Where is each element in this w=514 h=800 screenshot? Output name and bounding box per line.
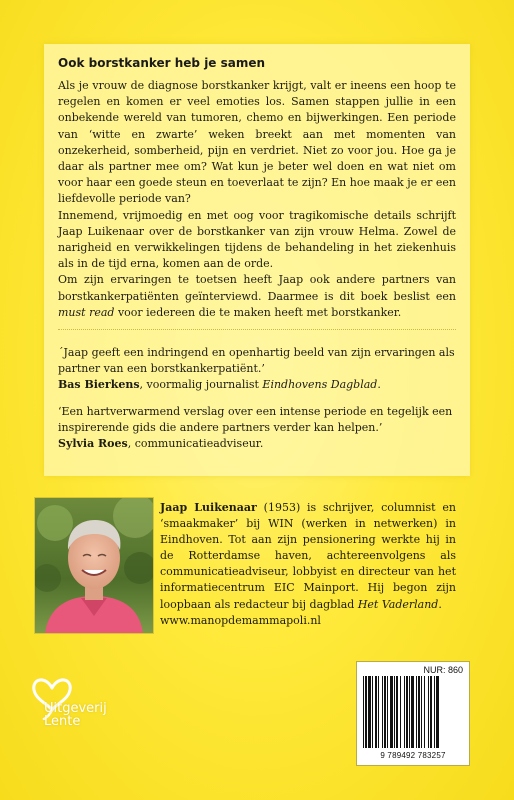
quote-attribution: Sylvia Roes, communicatieadviseur. xyxy=(58,437,264,451)
barcode-bar xyxy=(434,676,435,748)
barcode-bar xyxy=(416,676,417,748)
publisher-name: Uitgeverij Lente xyxy=(44,701,107,729)
barcode-bar xyxy=(428,676,429,748)
bio-author-name: Jaap Luikenaar xyxy=(160,501,257,514)
barcode-bar xyxy=(406,676,408,748)
barcode-bar xyxy=(363,676,364,748)
blurb-paragraph: Innemend, vrijmoedig en met oog voor tragikomische details schrijft Jaap Luikenaar over de borstkanker van zijn vrouw Helma. Zowel de narigheid en verwikkelingen tijdens de behandeling in het ziekenhuis als in de tijd erna, komen aan de orde. xyxy=(58,208,456,271)
barcode-bar xyxy=(396,676,398,748)
barcode-bar xyxy=(372,676,373,748)
barcode-bar xyxy=(375,676,377,748)
review-quote xyxy=(58,404,456,453)
quote-author: Bas Bierkens xyxy=(58,378,140,392)
barcode-bar xyxy=(430,676,432,748)
barcode-bar xyxy=(409,676,410,748)
barcode-bar xyxy=(400,676,401,748)
barcode-bar xyxy=(368,676,371,748)
barcode-bar xyxy=(382,676,383,748)
barcode-bar xyxy=(436,676,439,748)
barcode-bar xyxy=(384,676,386,748)
blurb-text xyxy=(58,78,456,321)
barcode-bar xyxy=(418,676,420,748)
barcode-bar xyxy=(421,676,422,748)
blurb-paragraph: Om zijn ervaringen te toetsen heeft Jaap ook andere partners van borstkankerpatiënten geïnterviewd. Daarmee is dit boek beslist een must read voor iedereen die te maken heeft met borstkanker. xyxy=(58,273,456,319)
quote-author: Sylvia Roes xyxy=(58,437,128,451)
quote-text: ‘Een hartverwarmend verslag over een intense periode en tegelijk een inspirerende gids die andere partners verder kan helpen.’ xyxy=(58,405,453,435)
blurb-paragraph: Als je vrouw de diagnose borstkanker krijgt, valt er ineens een hoop te regelen en komen er veel emoties los. Samen stappen jullie in een onbekende wereld van tumoren, chemo en bijwerkingen. Een periode van ‘witte en zwarte’ weken breekt aan met momenten van onzekerheid, somberheid, pijn en verdriet. Niet zo voor jou. Hoe ga je daar als partner mee om? Wat kun je beter wel doen en wat niet om voor haar een goede steun en toeverlaat te zijn? En hoe maak je er een liefdevolle periode van? xyxy=(58,79,456,206)
website-link[interactable]: www.manopdemammapoli.nl xyxy=(160,613,321,627)
bio-text: Jaap Luikenaar (1953) is schrijver, columnist en ‘smaakmaker’ bij WIN (werken in netwerken) in Eindhoven. Tot aan zijn pensionering werkte hij in de Rotterdamse haven, achtereenvolgens als communicatieadviseur, lobbyist en directeur van het informatiecentrum EIC Mainport. Hij begon zijn loopbaan als redacteur bij dagblad Het Vaderland. xyxy=(160,501,456,611)
divider xyxy=(58,329,456,330)
barcode-bar xyxy=(378,676,379,748)
review-quote xyxy=(58,345,456,394)
barcode-bar xyxy=(387,676,388,748)
author-bio xyxy=(160,500,456,629)
nur-code: NUR: 860 xyxy=(423,665,463,675)
barcode-bar xyxy=(411,676,414,748)
isbn-digits: 9 789492 783257 xyxy=(380,751,446,760)
blurb-title: Ook borstkanker heb je samen xyxy=(58,56,266,70)
barcode-bar xyxy=(424,676,425,748)
quote-attribution: Bas Bierkens, voormalig journalist Eindhovens Dagblad. xyxy=(58,378,381,392)
must-read-emphasis: must read xyxy=(58,305,115,319)
barcode-bar xyxy=(404,676,405,748)
barcode-icon xyxy=(361,676,465,752)
barcode-bar xyxy=(390,676,393,748)
barcode-bar xyxy=(365,676,367,748)
barcode-bar xyxy=(394,676,395,748)
barcode-box xyxy=(356,661,470,766)
author-photo xyxy=(34,497,154,634)
quote-text: ´Jaap geeft een indringend en openhartig beeld van zijn ervaringen als partner van een borstkankerpatiënt.’ xyxy=(58,346,455,376)
